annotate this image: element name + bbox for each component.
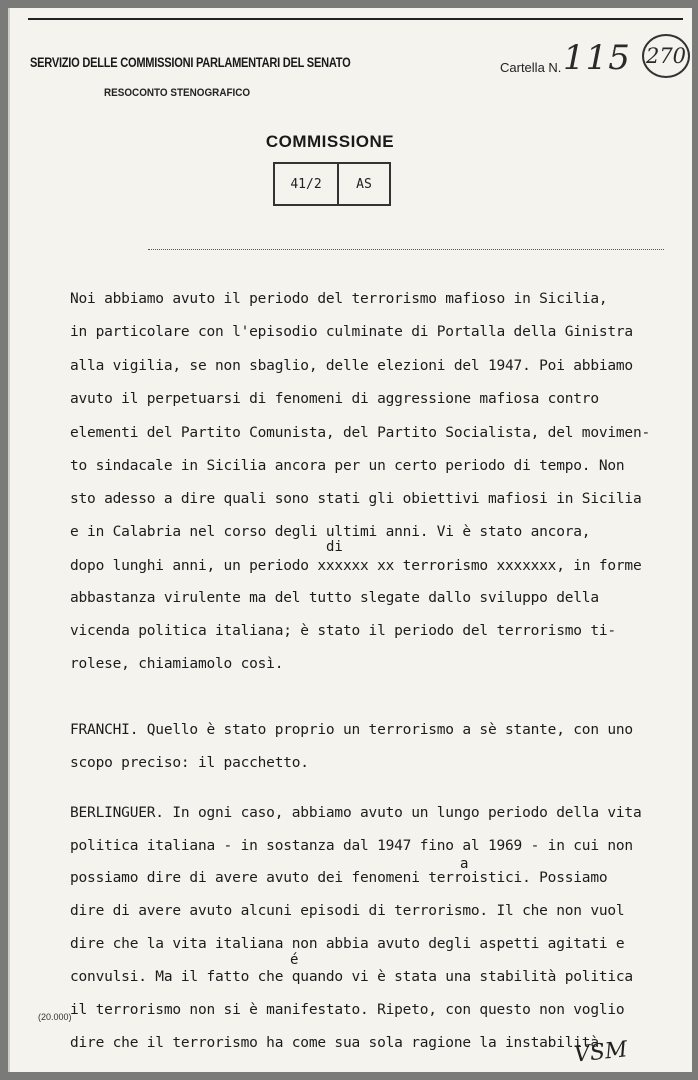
text-line: rolese, chiamiamolo così. [70, 656, 284, 672]
text-line: il terrorismo non si è manifestato. Ripeto, con questo non voglio [70, 1002, 625, 1018]
reference-number: 41/2 [275, 164, 339, 204]
text-line: politica italiana - in sostanza dal 1947 fino al 1969 - in cui non [70, 838, 633, 854]
text-line: FRANCHI. Quello è stato proprio un terrorismo a sè stante, con uno [70, 722, 633, 738]
cartella-label: Cartella N. [500, 60, 562, 75]
text-line: dopo lunghi anni, un periodo xxxxxx xx terrorismo xxxxxxx, in forme [70, 558, 642, 574]
handwritten-initials: VSM [572, 1037, 629, 1068]
reference-code: AS [356, 176, 372, 192]
text-line: convulsi. Ma il fatto che quando vi è stata una stabilità politica [70, 969, 633, 985]
text-line: sto adesso a dire quali sono stati gli obiettivi mafiosi in Sicilia [70, 491, 642, 507]
document-page [8, 8, 692, 1072]
page-number-circle: 270 [642, 34, 690, 78]
text-line: dire che la vita italiana non abbia avuto degli aspetti agitati e [70, 936, 625, 952]
text-line: alla vigilia, se non sbaglio, delle elezioni del 1947. Poi abbiamo [70, 358, 633, 374]
text-line: dire di avere avuto alcuni episodi di terrorismo. Il che non vuol [70, 903, 625, 919]
resoconto-subtitle: RESOCONTO STENOGRAFICO [104, 87, 251, 99]
dotted-separator [148, 249, 664, 250]
top-rule [28, 18, 683, 20]
text-line: to sindacale in Sicilia ancora per un certo periodo di tempo. Non [70, 458, 625, 474]
text-line: avuto il perpetuarsi di fenomeni di aggressione mafiosa contro [70, 391, 599, 407]
text-line: elementi del Partito Comunista, del Partito Socialista, del movimen- [70, 425, 651, 441]
interlinear-correction: di [326, 539, 343, 555]
interlinear-correction: é [290, 952, 299, 968]
text-line: dire che il terrorismo ha come sua sola ragione la instabilità [70, 1035, 599, 1051]
cartella-number: 115 [563, 38, 631, 78]
text-line: abbastanza virulente ma del tutto slegate dallo sviluppo della [70, 590, 599, 606]
text-line: BERLINGUER. In ogni caso, abbiamo avuto un lungo periodo della vita [70, 805, 642, 821]
reference-box [273, 162, 391, 206]
text-line: possiamo dire di avere avuto dei fenomeni terroistici. Possiamo [70, 870, 608, 886]
text-line: vicenda politica italiana; è stato il periodo del terrorismo ti- [70, 623, 616, 639]
text-line: scopo preciso: il pacchetto. [70, 755, 309, 771]
text-line: in particolare con l'episodio culminate di Portalla della Ginistra [70, 324, 633, 340]
interlinear-correction: a [460, 856, 469, 872]
commission-title: COMMISSIONE [265, 132, 395, 151]
service-header: SERVIZIO DELLE COMMISSIONI PARLAMENTARI DEL SENATO [30, 55, 351, 70]
form-code: (20.000) [38, 1012, 72, 1022]
text-line: Noi abbiamo avuto il periodo del terrorismo mafioso in Sicilia, [70, 291, 608, 307]
text-line: e in Calabria nel corso degli ultimi anni. Vi è stato ancora, [70, 524, 591, 540]
